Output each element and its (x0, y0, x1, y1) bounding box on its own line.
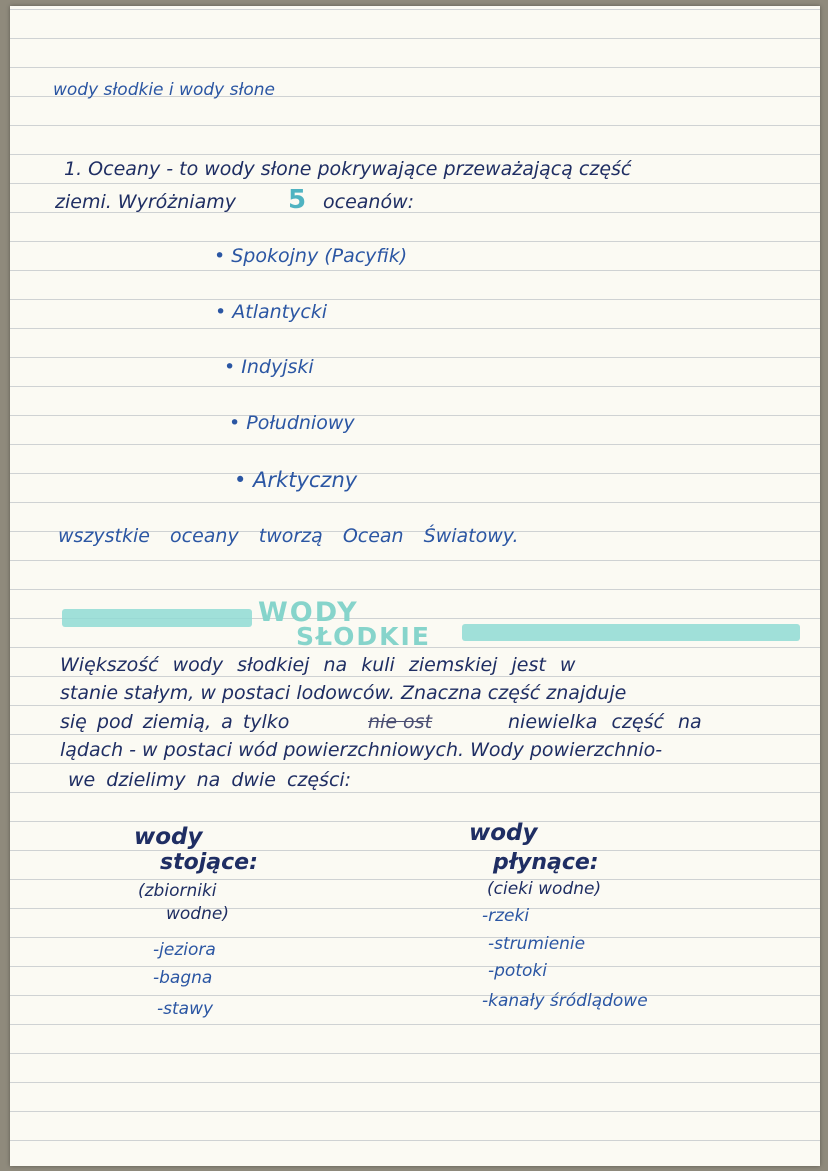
flowing-item: -strumienie (488, 934, 586, 954)
ocean-item: • Indyjski (224, 356, 314, 378)
highlighter-stroke-left (62, 609, 252, 627)
crossed-out-text: nie ost (368, 711, 433, 733)
flowing-item: -kanały śródlądowe (482, 991, 648, 1011)
oceans-intro-line-2a: ziemi. Wyróżniamy (55, 191, 236, 213)
standing-item: -bagna (153, 968, 213, 988)
fresh-water-text-line: się pod ziemią, a tylko (60, 711, 290, 733)
oceans-summary: wszystkie oceany tworzą Ocean Światowy. (58, 525, 519, 547)
standing-title-2: stojące: (160, 850, 258, 875)
oceans-intro-line-1: 1. Oceany - to wody słone pokrywające przeważającą część (64, 158, 632, 180)
highlighter-stroke-right (462, 624, 800, 641)
section-heading-line-1: WODY (258, 597, 359, 628)
ocean-item: • Atlantycki (215, 301, 328, 323)
fresh-water-text-line: Większość wody słodkiej na kuli ziemskiej jest w (60, 654, 576, 676)
standing-subtitle-2: wodne) (166, 904, 229, 924)
flowing-title-2: płynące: (493, 850, 599, 875)
flowing-item: -potoki (488, 961, 547, 981)
fresh-water-text-line: niewielka część na (508, 711, 702, 733)
ocean-item: • Spokojny (Pacyfik) (214, 245, 408, 267)
ocean-item: • Południowy (229, 412, 355, 434)
standing-item: -stawy (157, 999, 214, 1019)
section-heading-line-2: SŁODKIE (296, 622, 431, 651)
oceans-intro-line-2b: oceanów: (323, 191, 415, 213)
page-title: wody słodkie i wody słone (53, 80, 275, 100)
standing-item: -jeziora (153, 940, 216, 960)
fresh-water-text-line: we dzielimy na dwie części: (68, 769, 352, 791)
fresh-water-text-line: stanie stałym, w postaci lodowców. Znaczna część znajduje (60, 682, 627, 704)
standing-title-1: wody (134, 824, 203, 850)
ocean-item: • Arktyczny (234, 468, 358, 492)
notebook-page (10, 6, 820, 1166)
oceans-count: 5 (288, 185, 307, 215)
flowing-item: -rzeki (482, 906, 530, 926)
flowing-subtitle: (cieki wodne) (487, 879, 602, 899)
fresh-water-text-line: lądach - w postaci wód powierzchniowych. Wody powierzchnio- (60, 739, 663, 761)
standing-subtitle-1: (zbiorniki (138, 881, 217, 901)
flowing-title-1: wody (469, 820, 538, 846)
